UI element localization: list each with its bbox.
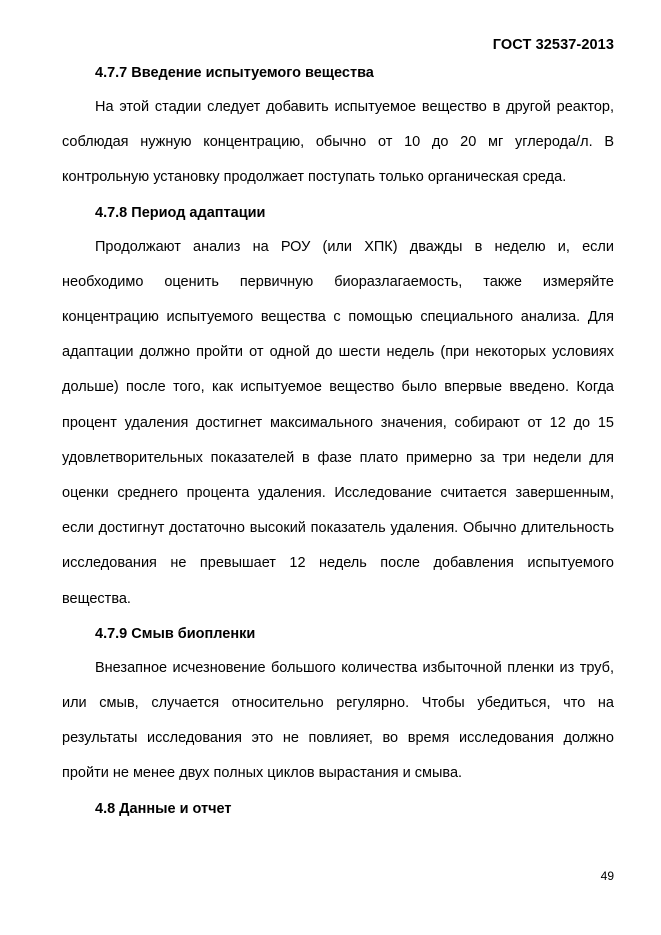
section-paragraph-4-7-8: Продолжают анализ на РОУ (или ХПК) дважды в неделю и, если необходимо оценить первичную биоразлагаемость, также измеряйте концентрацию испытуемого вещества с помощью специального анализа. Для адаптации должно пройти от одной до шести недель (при некоторых условиях дольше) после того, как испытуемое вещество было впервые введено. Когда процент удаления достигнет максимального значения, собирают от 12 до 15 удовлетворительных показателей в фазе плато примерно за три недели для оценки среднего процента удаления. Исследование считается завершенным, если достигнут достаточно высокий показатель удаления. Обычно длительность исследования не превышает 12 недель после добавления испытуемого вещества. [62,238,614,607]
section-heading-4-8: 4.8 Данные и отчет [95,800,232,817]
section-paragraph-4-7-9: Внезапное исчезновение большого количества избыточной пленки из труб, или смыв, случается относительно регулярно. Чтобы убедиться, что на результаты исследования это не повлияет, во время исследования должно пройти не менее двух полных циклов вырастания и смыва. [62,659,614,782]
section-heading-4-7-9: 4.7.9 Смыв биопленки [95,625,256,642]
section-heading-4-7-7: 4.7.7 Введение испытуемого вещества [95,65,374,81]
document-code: ГОСТ 32537-2013 [492,37,614,53]
page-number: 49 [600,869,614,883]
section-heading-4-7-8: 4.7.8 Период адаптации [95,204,266,221]
section-paragraph-4-7-7: На этой стадии следует добавить испытуемое вещество в другой реактор, соблюдая нужную концентрацию, обычно от 10 до 20 мг углерода/л. В контрольную установку продолжает поступать только органическая среда. [62,99,614,186]
document-body [62,56,614,826]
